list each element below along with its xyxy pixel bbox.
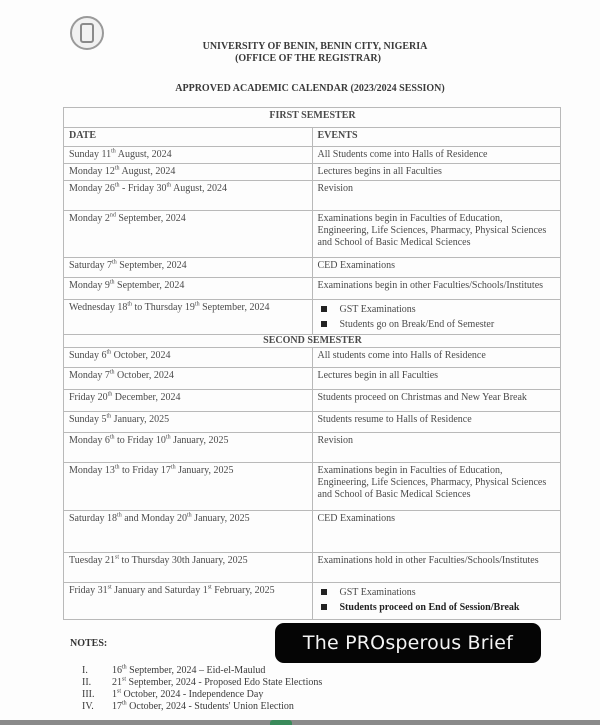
events-cell: Revision bbox=[312, 433, 561, 463]
university-name: UNIVERSITY OF BENIN, BENIN CITY, NIGERIA bbox=[202, 41, 428, 52]
notes-title: NOTES: bbox=[70, 638, 108, 649]
events-cell: All students come into Halls of Residence bbox=[312, 348, 561, 368]
date-cell: Monday 13th to Friday 17th January, 2025 bbox=[64, 463, 313, 511]
events-bullet-list bbox=[318, 302, 557, 332]
notes-list bbox=[78, 665, 322, 713]
events-cell: All Students come into Halls of Residence bbox=[312, 147, 561, 164]
events-bullet-list bbox=[318, 585, 557, 615]
office-name: (OFFICE OF THE REGISTRAR) bbox=[235, 53, 381, 64]
bottom-scroll-bar bbox=[0, 720, 600, 725]
note-item bbox=[78, 677, 322, 689]
events-cell: CED Examinations bbox=[312, 258, 561, 278]
note-item bbox=[78, 665, 322, 677]
date-cell: Friday 20th December, 2024 bbox=[64, 390, 313, 412]
date-cell: Sunday 11th August, 2024 bbox=[64, 147, 313, 164]
table-row bbox=[64, 412, 561, 433]
column-header-row bbox=[64, 128, 561, 147]
note-text: 16th September, 2024 – Eid-el-Maulud bbox=[112, 664, 266, 676]
square-bullet-item: Students proceed on End of Session/Break bbox=[318, 600, 557, 615]
note-text: 21st September, 2024 - Proposed Edo State Elections bbox=[112, 676, 323, 688]
events-cell: Students proceed on Christmas and New Year Break bbox=[312, 390, 561, 412]
events-cell bbox=[312, 583, 561, 620]
events-cell: CED Examinations bbox=[312, 511, 561, 553]
first-semester-label: FIRST SEMESTER bbox=[64, 108, 561, 128]
table-row bbox=[64, 390, 561, 412]
date-column-header: DATE bbox=[64, 128, 313, 147]
date-cell: Sunday 5th January, 2025 bbox=[64, 412, 313, 433]
table-row bbox=[64, 553, 561, 583]
date-cell: Wednesday 18th to Thursday 19th September, 2024 bbox=[64, 300, 313, 335]
events-cell: Revision bbox=[312, 181, 561, 211]
table-row bbox=[64, 164, 561, 181]
calendar-table bbox=[63, 107, 561, 620]
table-row bbox=[64, 583, 561, 620]
first-semester-header-row bbox=[64, 108, 561, 128]
events-cell: Lectures begins in all Faculties bbox=[312, 164, 561, 181]
table-row bbox=[64, 181, 561, 211]
events-cell: Examinations begin in Faculties of Education, Engineering, Life Sciences, Pharmacy, Physical Sciences and School of Basic Medical Sciences bbox=[312, 211, 561, 258]
second-semester-label: SECOND SEMESTER bbox=[64, 335, 561, 348]
note-number: IV. bbox=[82, 701, 94, 712]
events-cell: Examinations begin in Faculties of Education, Engineering, Life Sciences, Pharmacy, Physical Sciences and School of Basic Medical Sciences bbox=[312, 463, 561, 511]
date-cell: Monday 2nd September, 2024 bbox=[64, 211, 313, 258]
date-cell: Sunday 6th October, 2024 bbox=[64, 348, 313, 368]
second-semester-header-row bbox=[64, 335, 561, 348]
note-number: I. bbox=[82, 665, 88, 676]
date-cell: Saturday 18th and Monday 20th January, 2025 bbox=[64, 511, 313, 553]
square-bullet-item: GST Examinations bbox=[318, 302, 557, 317]
square-bullet-item: Students go on Break/End of Semester bbox=[318, 317, 557, 332]
date-cell: Monday 6th to Friday 10th January, 2025 bbox=[64, 433, 313, 463]
date-cell: Saturday 7th September, 2024 bbox=[64, 258, 313, 278]
date-cell: Tuesday 21st to Thursday 30th January, 2025 bbox=[64, 553, 313, 583]
note-number: III. bbox=[82, 689, 95, 700]
events-cell bbox=[312, 300, 561, 335]
square-bullet-item: GST Examinations bbox=[318, 585, 557, 600]
watermark-badge: The PROsperous Brief bbox=[275, 623, 541, 663]
table-row bbox=[64, 511, 561, 553]
table-row bbox=[64, 348, 561, 368]
table-row bbox=[64, 278, 561, 300]
date-cell: Friday 31st January and Saturday 1st February, 2025 bbox=[64, 583, 313, 620]
table-row bbox=[64, 300, 561, 335]
date-cell: Monday 26th - Friday 30th August, 2024 bbox=[64, 181, 313, 211]
note-text: 17th October, 2024 - Students' Union Election bbox=[112, 700, 294, 712]
table-row bbox=[64, 368, 561, 390]
events-column-header: EVENTS bbox=[312, 128, 561, 147]
events-cell: Examinations begin in other Faculties/Schools/Institutes bbox=[312, 278, 561, 300]
note-text: 1st October, 2024 - Independence Day bbox=[112, 688, 264, 700]
events-cell: Examinations hold in other Faculties/Schools/Institutes bbox=[312, 553, 561, 583]
note-item bbox=[78, 689, 322, 701]
table-row bbox=[64, 211, 561, 258]
events-cell: Lectures begin in all Faculties bbox=[312, 368, 561, 390]
date-cell: Monday 9th September, 2024 bbox=[64, 278, 313, 300]
table-row bbox=[64, 433, 561, 463]
table-row bbox=[64, 258, 561, 278]
events-cell: Students resume to Halls of Residence bbox=[312, 412, 561, 433]
scroll-indicator bbox=[270, 720, 292, 725]
date-cell: Monday 7th October, 2024 bbox=[64, 368, 313, 390]
date-cell: Monday 12th August, 2024 bbox=[64, 164, 313, 181]
document-title: APPROVED ACADEMIC CALENDAR (2023/2024 SESSION) bbox=[175, 83, 445, 94]
note-number: II. bbox=[82, 677, 92, 688]
note-item bbox=[78, 701, 322, 713]
table-row bbox=[64, 147, 561, 164]
table-row bbox=[64, 463, 561, 511]
